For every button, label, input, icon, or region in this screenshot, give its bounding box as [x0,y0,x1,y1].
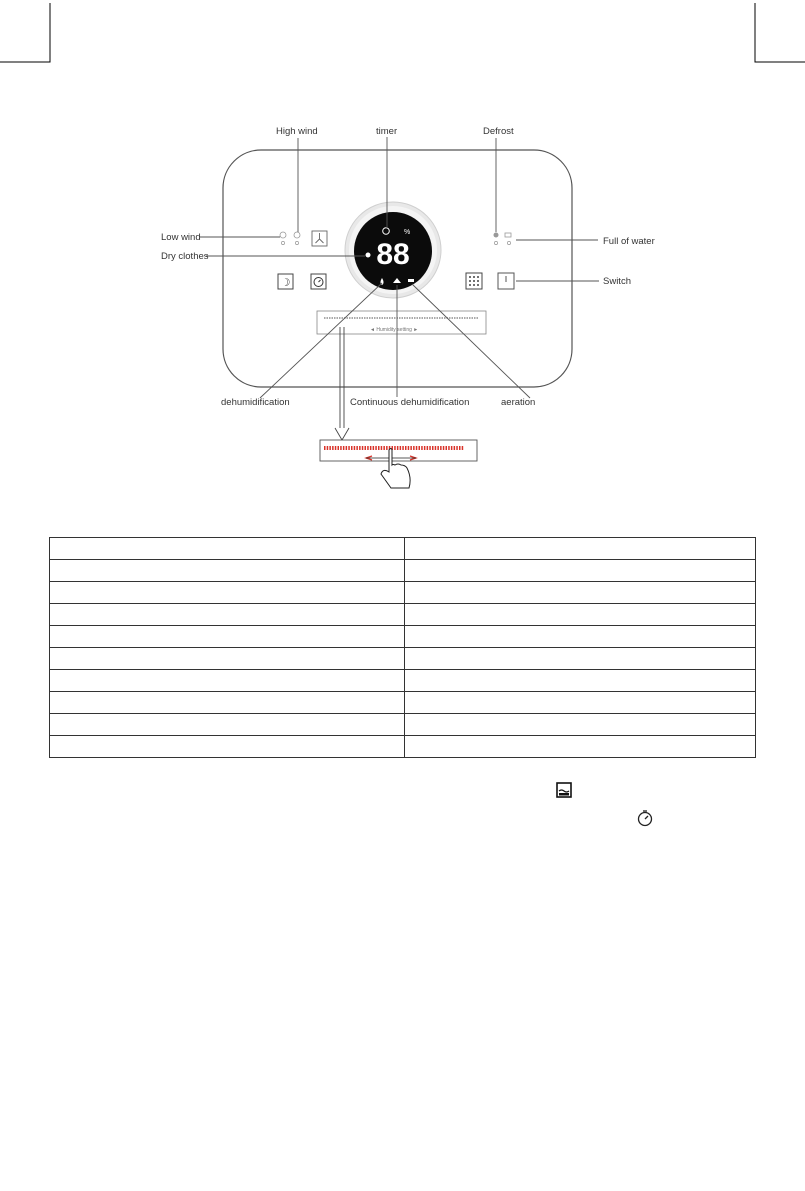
timer-icon [636,809,654,827]
table-cell [50,582,405,604]
table-cell [405,692,756,714]
label-switch: Switch [603,276,631,287]
label-continuous-dehumidification: Continuous dehumidification [350,397,470,408]
table-row [50,714,756,736]
table-cell [405,714,756,736]
label-dehumidification: dehumidification [221,397,290,408]
table-cell [50,538,405,560]
defrost-indicator-icon [494,233,499,238]
table-cell [50,714,405,736]
crop-mark-right [755,3,805,62]
table-cell [405,560,756,582]
table-row [50,560,756,582]
table-row [50,604,756,626]
table-cell [50,648,405,670]
spec-table [49,537,756,758]
sleep-icon: ☽ [280,277,291,289]
screen-dry-clothes-icon [366,253,371,258]
table-row [50,648,756,670]
table-row [50,692,756,714]
label-full-of-water: Full of water [603,236,655,247]
screen-defrost-icon: % [404,229,411,236]
table-cell [405,736,756,758]
label-dry-clothes: Dry clothes [161,251,209,262]
table-row [50,538,756,560]
water-tank-icon [556,782,572,798]
table-cell [405,670,756,692]
mode-grid-icon [469,276,479,286]
table-cell [50,626,405,648]
digit-display: 88 [376,238,410,271]
table-cell [405,626,756,648]
table-cell [50,670,405,692]
table-cell [50,604,405,626]
humidity-slider-caption: ◄ Humidity setting ► [370,327,419,333]
label-aeration: aeration [501,397,536,408]
label-defrost: Defrost [483,126,514,137]
label-low-wind: Low wind [161,232,201,243]
table-cell [50,560,405,582]
table-row [50,582,756,604]
label-timer: timer [376,126,398,137]
table-cell [50,736,405,758]
table-row [50,626,756,648]
screen-aeration-icon [408,279,414,282]
table-cell [50,692,405,714]
table-cell [405,582,756,604]
table-row [50,736,756,758]
table-cell [405,604,756,626]
label-high-wind: High wind [276,126,318,137]
table-cell [405,648,756,670]
table-row [50,670,756,692]
zoom-arrow-head [335,428,349,440]
crop-mark-left [0,3,50,62]
table-cell [405,538,756,560]
